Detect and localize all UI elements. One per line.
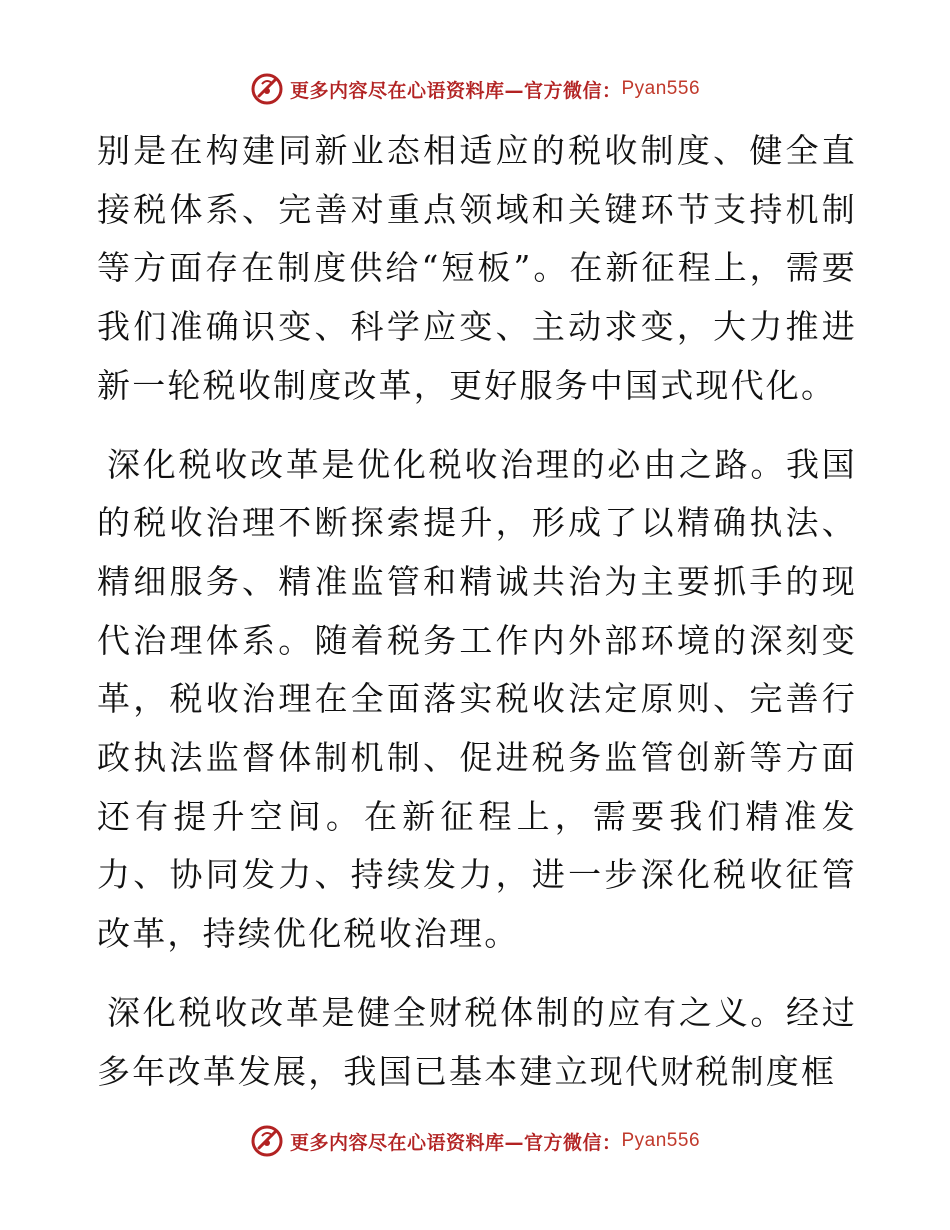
paragraph: 别是在构建同新业态相适应的税收制度、健全直接税体系、完善对重点领域和关键环节支持机制等方面存在制度供给“短板”。在新征程上，需要我们准确识变、科学应变、主动求变，大力推进新一轮税收制度改革，更好服务中国式现代化。 bbox=[97, 131, 857, 405]
footer-watermark bbox=[0, 1124, 950, 1158]
paragraph: 深化税收改革是健全财税体制的应有之义。经过多年改革发展，我国已基本建立现代财税制度框 bbox=[97, 992, 857, 1091]
header-watermark bbox=[0, 72, 950, 106]
logo-icon bbox=[250, 72, 284, 106]
watermark-wechat-id: Pyan556 bbox=[621, 78, 701, 99]
watermark-wechat-id: Pyan556 bbox=[621, 1130, 701, 1151]
watermark-wechat-label: —官方微信： bbox=[504, 79, 622, 102]
watermark-text: 更多内容尽在心语资料库 bbox=[289, 79, 505, 102]
watermark-text: 更多内容尽在心语资料库 bbox=[289, 1131, 505, 1154]
paragraph: 深化税收改革是优化税收治理的必由之路。我国的税收治理不断探索提升，形成了以精确执法、精细服务、精准监管和精诚共治为主要抓手的现代治理体系。随着税务工作内外部环境的深刻变革，税收治理在全面落实税收法定原则、完善行政执法监督体制机制、促进税务监管创新等方面还有提升空间。在新征程上，需要我们精准发力、协同发力、持续发力，进一步深化税收征管改革，持续优化税收治理。 bbox=[97, 444, 857, 954]
watermark-wechat-label: —官方微信： bbox=[504, 1131, 622, 1154]
logo-icon bbox=[250, 1124, 284, 1158]
document-body bbox=[97, 122, 857, 1101]
